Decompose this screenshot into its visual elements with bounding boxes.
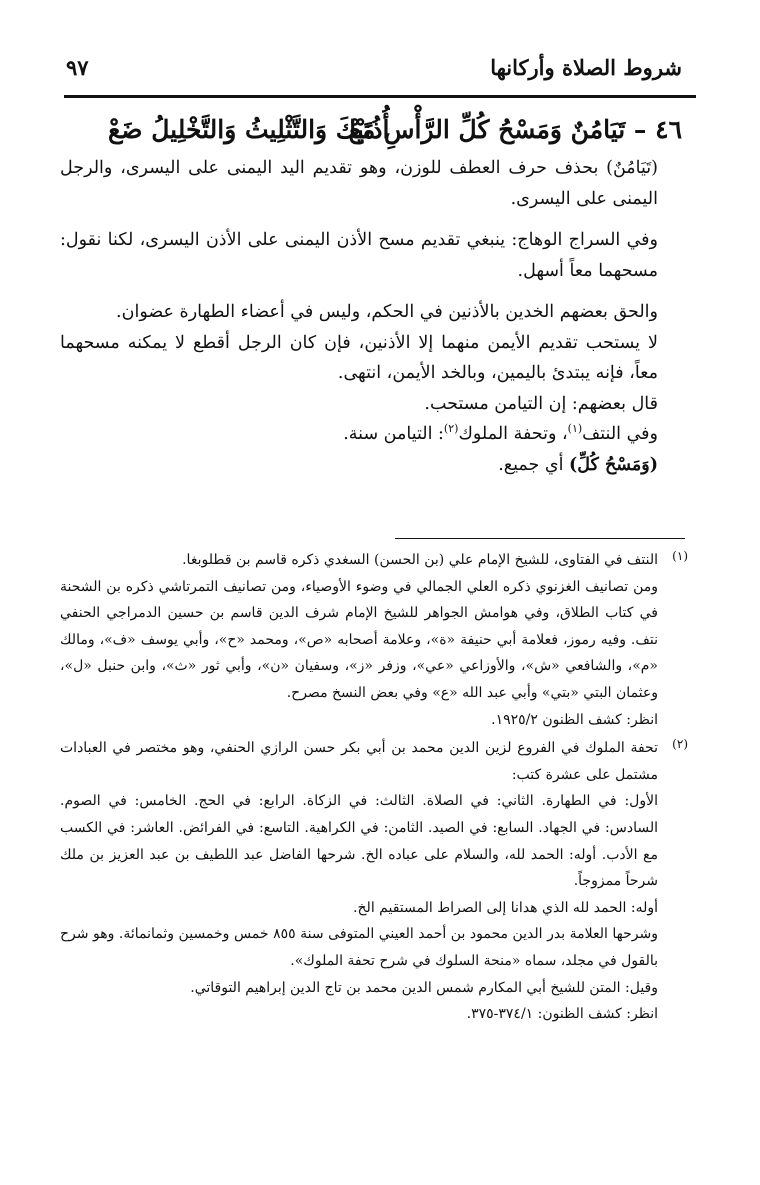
footnote-2	[60, 735, 688, 1028]
header-rule	[64, 95, 696, 98]
footnote-2-line-1: تحفة الملوك في الفروع لزين الدين محمد بن أبي بكر حسن الرازي الحنفي، وهو مختصر في العبادات مشتمل على عشرة كتب:	[60, 740, 658, 783]
footnote-ref-2[interactable]: (٢)	[443, 422, 459, 436]
paragraph-6-text-a: وفي النتف	[582, 424, 658, 444]
footnote-2-line-2: الأول: في الطهارة. الثاني: في الصلاة. الثالث: في الزكاة. الرابع: في الحج. الخامس: في الصوم. السادس: في الجهاد. السابع: في الصيد. الثامن: في الكراهية. التاسع: في الفرائض. العاشر: في الكسب مع الأدب. أوله: الحمد لله، والسلام على عباده الخ. شرحها الفاضل عبد اللطيف بن عبد العزيز بن ملك شرحاً ممزوجاً.	[60, 793, 658, 890]
footnote-2-line-3: أوله: الحمد لله الذي هدانا إلى الصراط المستقيم الخ.	[353, 899, 658, 916]
main-text	[60, 153, 688, 480]
footnote-ref-1[interactable]: (١)	[567, 422, 583, 436]
paragraph-6-text-c: : التيامن سنة.	[343, 424, 444, 444]
footnote-2-line-5: وقيل: المتن للشيخ أبي المكارم شمس الدين محمد بن تاج الدين إبراهيم التوقاتي.	[190, 979, 658, 996]
paragraph-1: (تَيَامُنٌ) بحذف حرف العطف للوزن، وهو تقديم اليد اليمنى على اليسرى، والرجل اليمنى على اليسرى.	[60, 158, 658, 209]
paragraph-4: لا يستحب تقديم الأيمن منهما إلا الأذنين، فإن كان الرجل أقطع لا يمكنه مسحهما معاً، فإنه يبتدئ باليمين، وبالخد الأيمن، انتهى.	[60, 332, 658, 383]
paragraph-7	[60, 450, 688, 481]
footnote-1-line-1: النتف في الفتاوى، للشيخ الإمام علي (بن الحسن) السغدي ذكره قاسم بن قطلوبغا.	[182, 552, 658, 568]
paragraph-3: والحق بعضهم الخدين بالأذنين في الحكم، وليس في أعضاء الطهارة عضوان.	[116, 302, 658, 322]
footnote-separator	[395, 538, 685, 539]
paragraph-6	[60, 419, 688, 450]
footnote-2-line-6: انظر: كشف الظنون: ٣٧٤/١-٣٧٥.	[466, 1006, 658, 1023]
running-title: شروط الصلاة وأركانها	[490, 55, 682, 80]
footnote-1-line-2: ومن تصانيف الغزنوي ذكره العلي الجمالي في وضوء الأوصياء، ومن تصانيف التمرتاشي ذكره بن الشحنة في كتاب الطلاق، وفي هوامش الجواهر للشيخ الإمام شرف الدين قاسم بن حسين الدمراجي الحنفي نتف. وفيه رموز، فعلامة أبي حنيفة «ة»، وعلامة أصحابه «ص»، ومحمد «ح»، وأبي يوسف «ف»، ومالك «م»، والشافعي «ش»، والأوزاعي «عي»، وزفر «ز»، وسفيان «ن»، وأبي ثور «ث»، وابن حنبل «ل»، وعثمان البتي «بتي» وأبي عبد الله «ع» وفي بعض النسخ مصرح.	[60, 578, 658, 701]
paragraph-6-text-b: ، وتحفة الملوك	[458, 424, 568, 444]
footnote-1	[60, 547, 688, 733]
paragraph-2: وفي السراج الوهاج: ينبغي تقديم مسح الأذن اليمنى على الأذن اليسرى، لكنا نقول: مسحهما معاً أسهل.	[60, 230, 658, 281]
footnote-1-line-3: انظر: كشف الظنون ١٩٢٥/٢.	[491, 711, 658, 728]
verse-second-hemistich: أُذُنَيْكَ وَالتَّثْلِيثُ وَالتَّخْلِيلُ ضَعْ	[108, 115, 390, 144]
footnote-2-mark: (٢)	[672, 737, 688, 752]
page-number: ٩٧	[66, 55, 89, 80]
paragraph-5: قال بعضهم: إن التيامن مستحب.	[424, 393, 658, 414]
footnotes	[60, 547, 688, 1028]
footnote-2-line-4: وشرحها العلامة بدر الدين محمود بن أحمد العيني المتوفى سنة ٨٥٥ خمس وخمسين وثمانمائة. وهو شرح بالقول في مجلد، سماه «منحة السلوك في شرح تحفة الملوك».	[60, 926, 658, 969]
paragraph-7-gloss: أي جميع.	[498, 454, 570, 475]
verse-first-hemistich: ٤٦ – تَيَامُنٌ وَمَسْحُ كُلِّ الرَّأْسِ مَعْ	[348, 115, 682, 144]
footnote-1-mark: (١)	[672, 549, 688, 563]
paragraph-7-lemma: (وَمَسْحُ كُلِّ)	[569, 454, 658, 475]
